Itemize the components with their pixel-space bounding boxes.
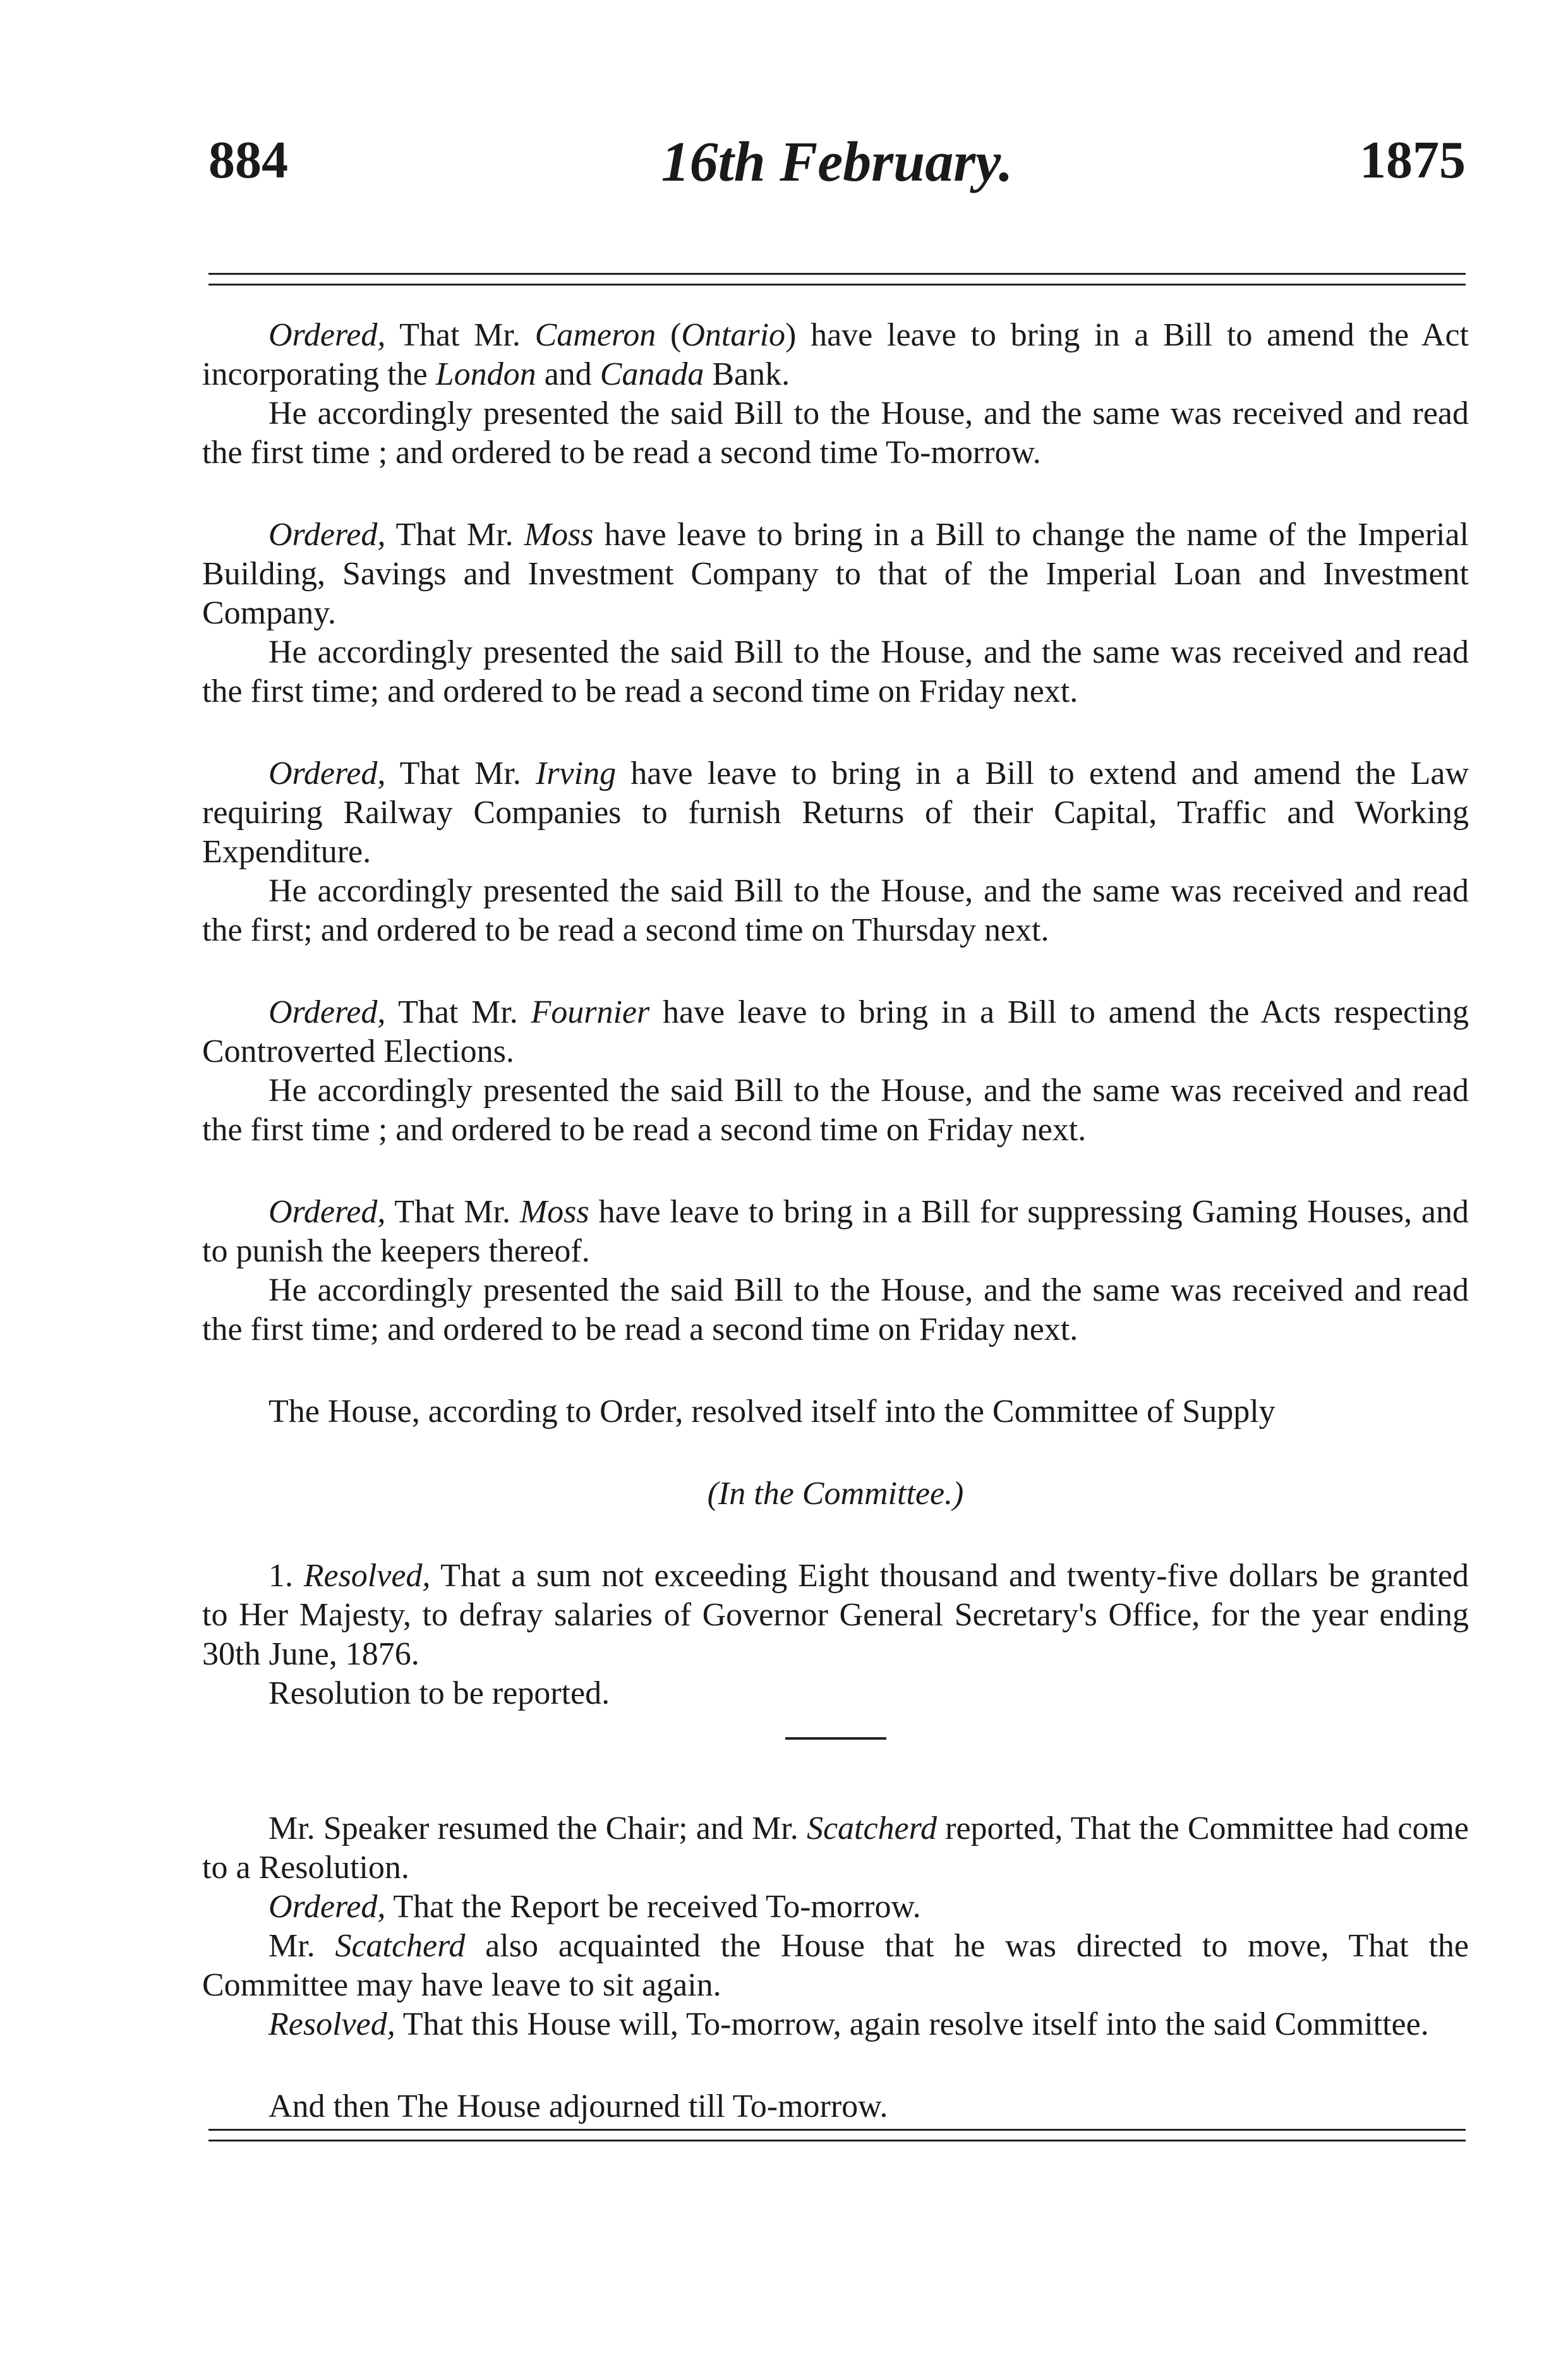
entry-moss-motion: Ordered, That Mr. Moss have leave to bring in a Bill to change the name of the Imperial Building, Savings and Investment Company to that of the Imperial Loan and Investment Company. — [202, 517, 1469, 631]
page-year: 1875 — [1360, 131, 1466, 190]
entry-irving-motion: Ordered, That Mr. Irving have leave to bring in a Bill to extend and amend the Law requiring Railway Companies to furnish Returns of their Capital, Traffic and Working Expenditure. — [202, 756, 1469, 870]
committee-of-supply: The House, according to Order, resolved itself into the Committee of Supply — [268, 1394, 1276, 1430]
entry-fournier-presented: He accordingly presented the said Bill to the House, and the same was received and read the first time ; and ordered to be read a second time on Friday next. — [202, 1073, 1469, 1148]
page-header — [208, 129, 1466, 212]
entry-cameron-presented: He accordingly presented the said Bill to the House, and the same was received and read the first time ; and ordered to be read a second time To-morrow. — [202, 395, 1469, 471]
in-committee-heading: (In the Committee.) — [707, 1476, 964, 1512]
entry-moss-presented: He accordingly presented the said Bill to the House, and the same was received and read the first time; and ordered to be read a second time on Friday next. — [202, 634, 1469, 709]
entry-irving-presented: He accordingly presented the said Bill to the House, and the same was received and read the first; and ordered to be read a second time on Thursday next. — [202, 873, 1469, 948]
entry-fournier-motion: Ordered, That Mr. Fournier have leave to bring in a Bill to amend the Acts respecting Controverted Elections. — [202, 994, 1469, 1069]
resolved-sit-again: Resolved, That this House will, To-morrow, again resolve itself into the said Committee. — [268, 2006, 1429, 2042]
journal-body — [202, 316, 1469, 2126]
report-ordered: Ordered, That the Report be received To-morrow. — [268, 1889, 921, 1925]
resolution-reported: Resolution to be reported. — [268, 1675, 610, 1711]
entry-moss-gaming-presented: He accordingly presented the said Bill to the House, and the same was received and read the first time; and ordered to be read a second time on Friday next. — [202, 1272, 1469, 1347]
scatcherd-acquainted: Mr. Scatcherd also acquainted the House that he was directed to move, That the Committee may have leave to sit again. — [202, 1928, 1469, 2003]
header-rule — [208, 273, 1466, 286]
footer-rule — [208, 2129, 1466, 2141]
adjournment: And then The House adjourned till To-morrow. — [268, 2088, 888, 2124]
page-date: 16th February. — [661, 131, 1013, 193]
resolution-1: 1. Resolved, That a sum not exceeding Eight thousand and twenty-five dollars be granted to Her Majesty, to defray salaries of Governor General Secretary's Office, for the year ending 30th June, 1876. — [202, 1558, 1469, 1672]
entry-cameron-motion: Ordered, That Mr. Cameron (Ontario) have leave to bring in a Bill to amend the Act incorporating the London and Canada Bank. — [202, 317, 1469, 392]
page-number: 884 — [208, 131, 288, 190]
entry-moss-gaming-motion: Ordered, That Mr. Moss have leave to bring in a Bill for suppressing Gaming Houses, and to punish the keepers thereof. — [202, 1194, 1469, 1269]
section-divider — [785, 1737, 886, 1740]
speaker-resumed: Mr. Speaker resumed the Chair; and Mr. Scatcherd reported, That the Committee had come to a Resolution. — [202, 1810, 1469, 1886]
